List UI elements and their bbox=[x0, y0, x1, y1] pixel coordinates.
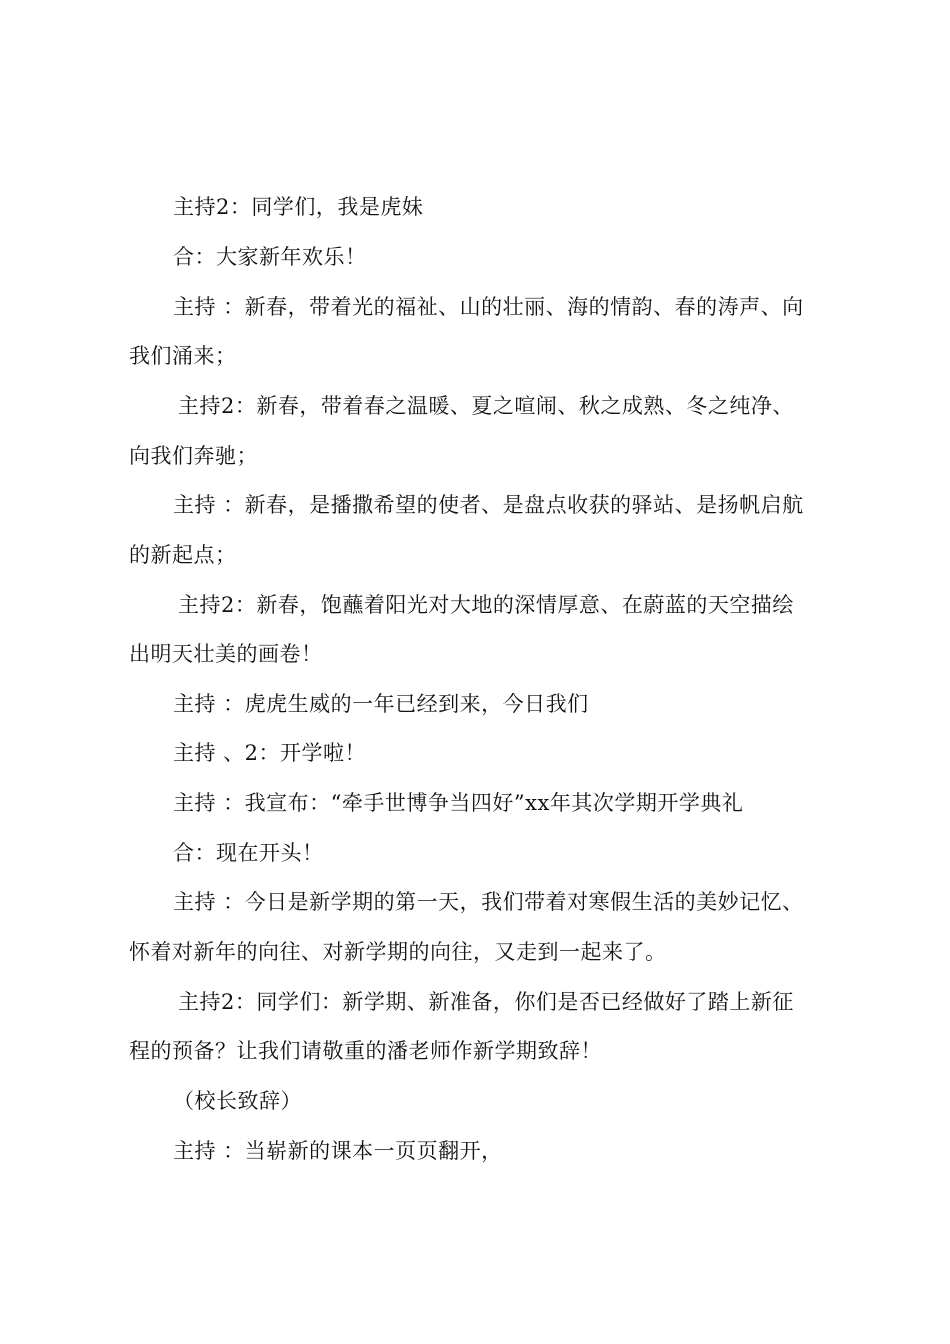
text-line: 怀着对新年的向往、对新学期的向往，又走到一起来了。 bbox=[129, 940, 667, 964]
text-line: 主持 ：我宣布：“牵手世博争当四好”xx年其次学期开学典礼 bbox=[173, 791, 744, 815]
text-line: 合：大家新年欢乐！ bbox=[173, 245, 367, 269]
text-line: 出明天壮美的画卷！ bbox=[129, 642, 323, 666]
text-line: 向我们奔驰； bbox=[129, 444, 258, 468]
text-line: 主持2：新春，饱蘸着阳光对大地的深情厚意、在蔚蓝的天空描绘 bbox=[178, 593, 794, 617]
text-line: 主持 ：虎虎生威的一年已经到来，今日我们 bbox=[173, 692, 589, 716]
text-line: 主持2：新春，带着春之温暖、夏之喧闹、秋之成熟、冬之纯净、 bbox=[178, 394, 794, 418]
text-line: 主持 ：新春，是播撒希望的使者、是盘点收获的驿站、是扬帆启航 bbox=[173, 493, 804, 517]
text-line: 主持2：同学们，我是虎妹 bbox=[173, 195, 424, 219]
text-line: 主持2：同学们：新学期、新准备，你们是否已经做好了踏上新征 bbox=[178, 990, 794, 1014]
text-line: 我们涌来； bbox=[129, 344, 237, 368]
text-line: 主持 ：当崭新的课本一页页翻开， bbox=[173, 1139, 503, 1163]
text-line: 主持 、2：开学啦！ bbox=[173, 741, 367, 765]
text-line: 程的预备？让我们请敬重的潘老师作新学期致辞！ bbox=[129, 1039, 602, 1063]
text-line: 主持 ：今日是新学期的第一天，我们带着对寒假生活的美妙记忆、 bbox=[173, 890, 804, 914]
text-line: 主持 ：新春，带着光的福祉、山的壮丽、海的情韵、春的涛声、向 bbox=[173, 295, 804, 319]
text-line: 合：现在开头！ bbox=[173, 841, 324, 865]
text-line: （校长致辞） bbox=[173, 1089, 302, 1113]
text-line: 的新起点； bbox=[129, 543, 237, 567]
